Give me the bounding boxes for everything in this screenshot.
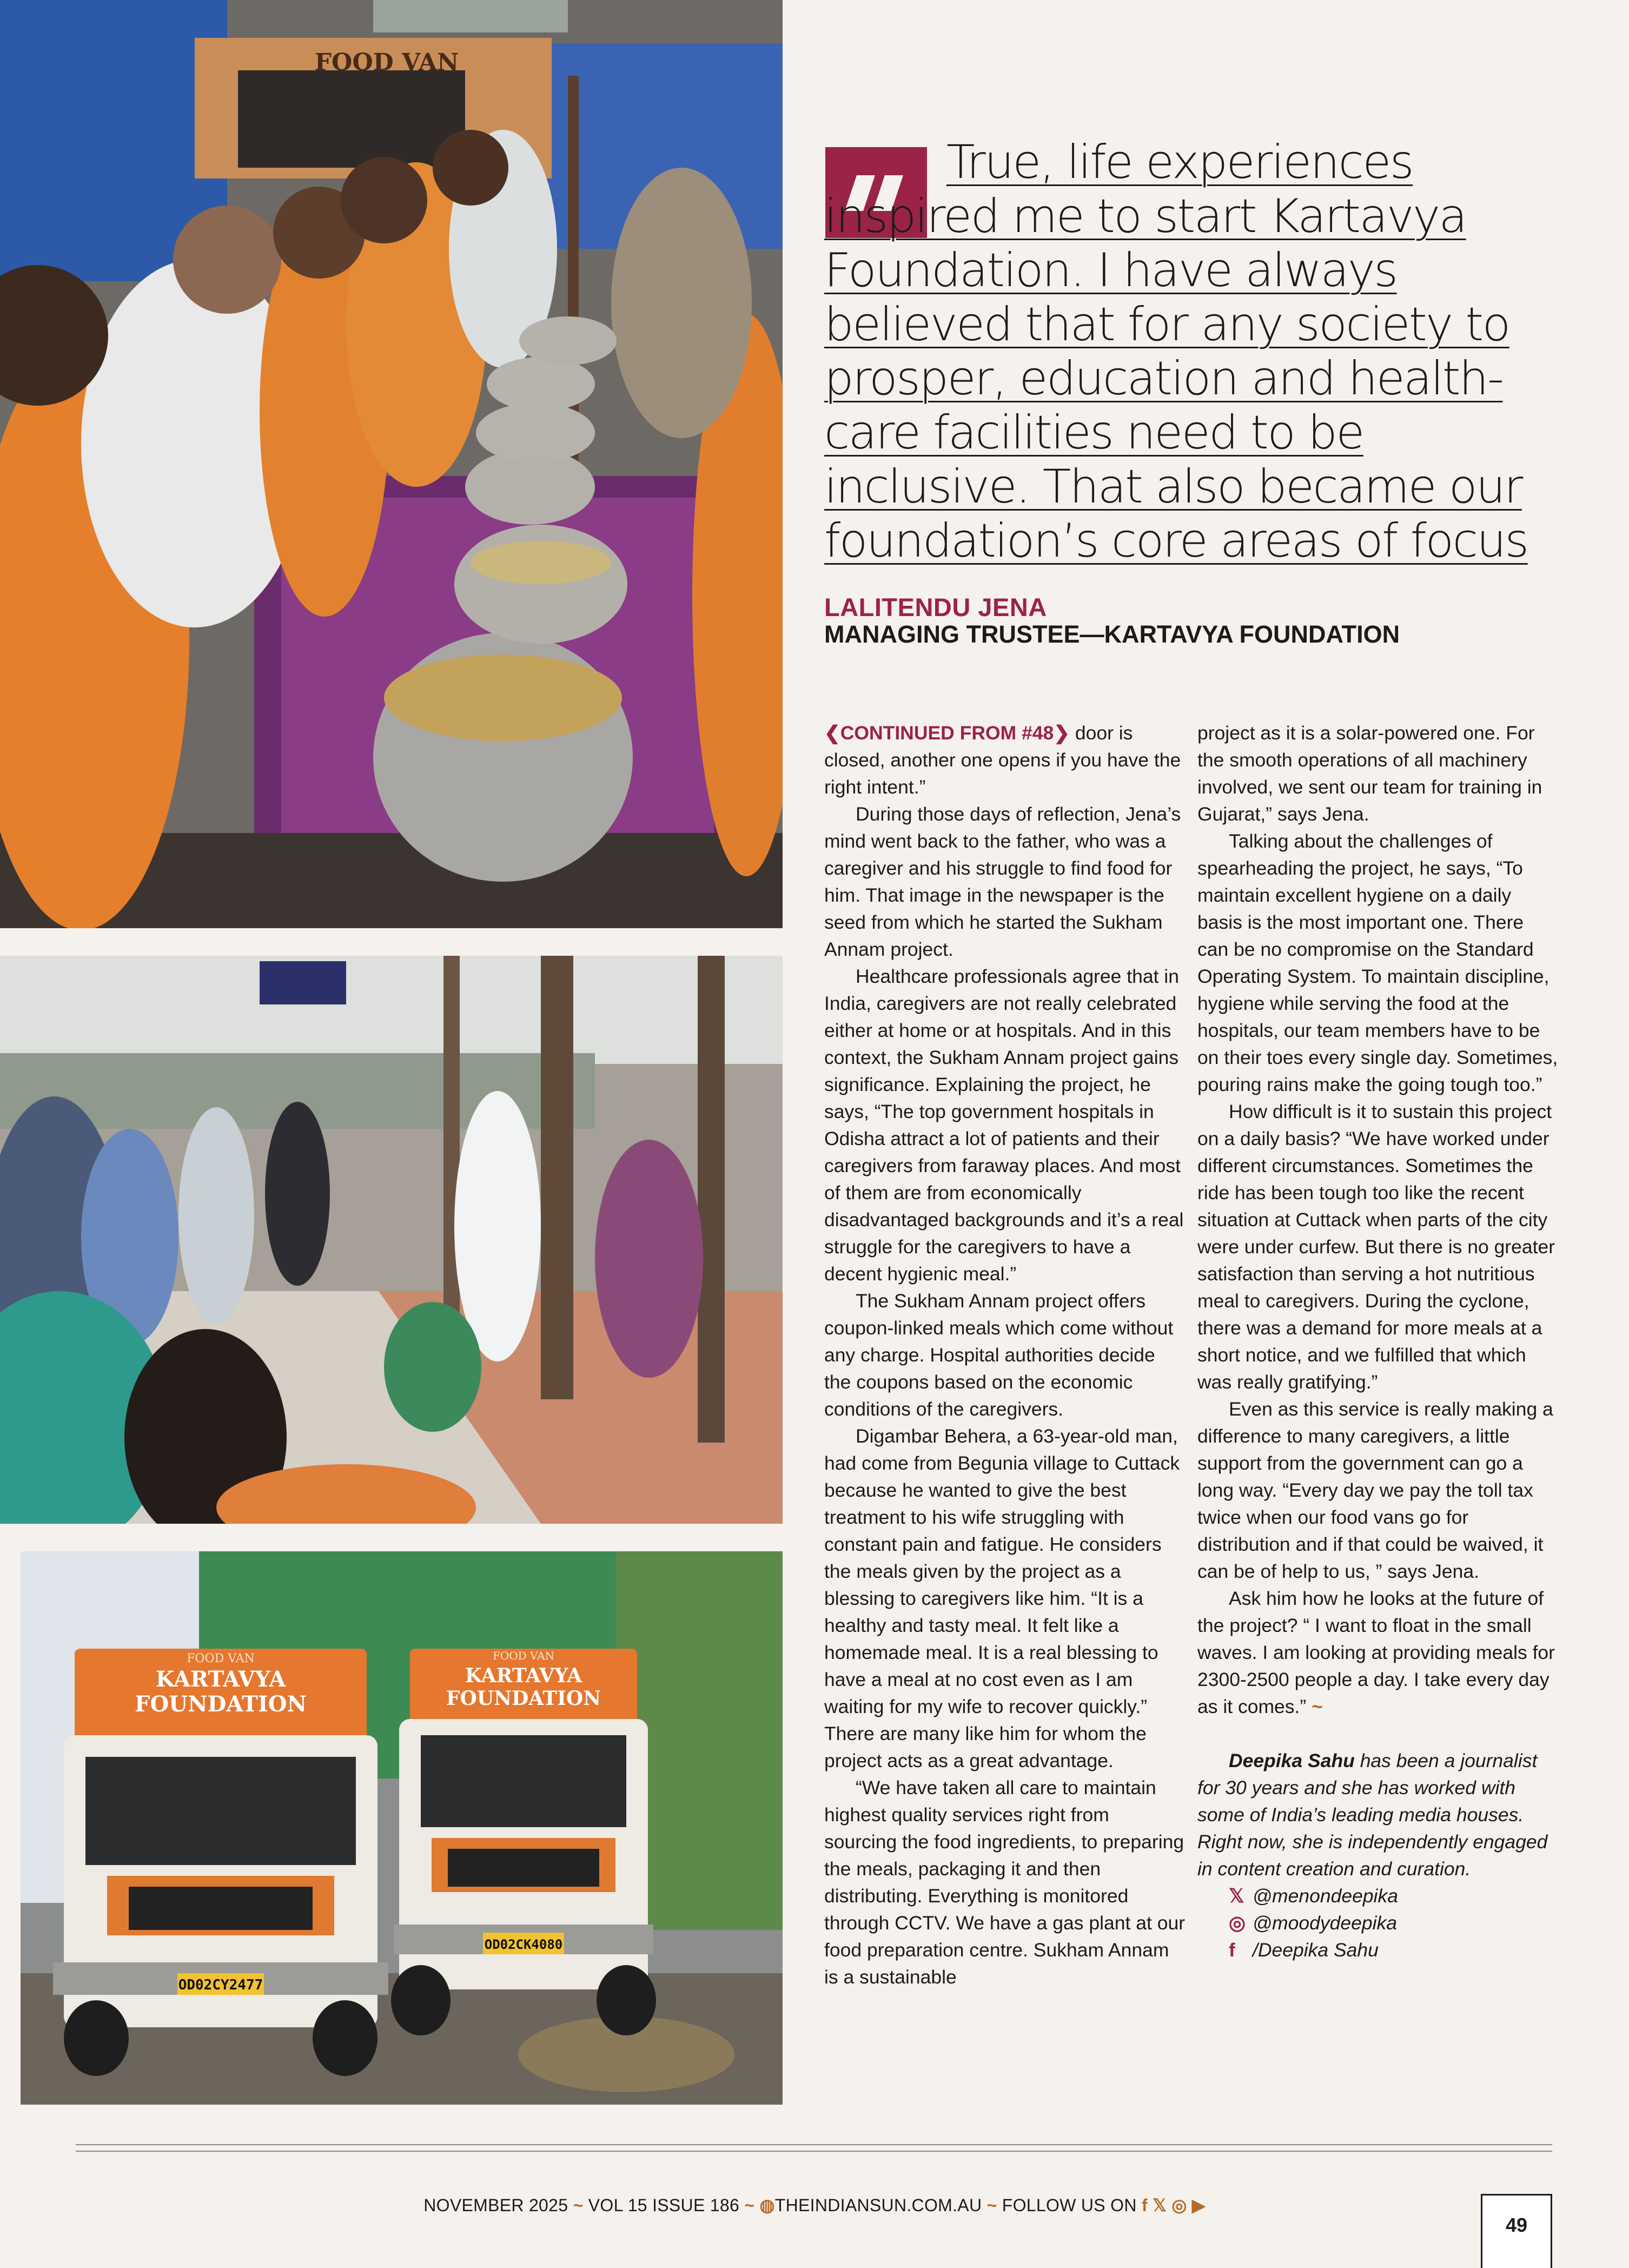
continued-from-link[interactable]: ❮CONTINUED FROM #48❯ (824, 722, 1070, 744)
twitter-link[interactable]: 𝕏 @menondeepika (1229, 1882, 1560, 1909)
author-bio (1197, 1747, 1560, 1963)
photo-queue (0, 956, 783, 1524)
separator-icon: ~ (744, 2196, 755, 2215)
bio-text: has been a journalist for 30 years and she has worked with some of India’s leading media houses. Right now, she is independently engaged in content creation and curation. (1197, 1750, 1548, 1880)
food-van-sign: FOOD VAN (314, 49, 459, 76)
facebook-icon: f (1229, 1939, 1235, 1961)
paragraph: “We have taken all care to maintain highest quality services right from sourcing the food ingredients, to preparing the meals, packaging it and then distributing. Everything is monitored through CCTV. We have a gas plant at our food preparation centre. Sukham Annam is a sustainable (824, 1777, 1186, 1988)
van-left-plate: OD02CY2477 (178, 1977, 263, 1993)
van-right-plate: OD02CK4080 (484, 1937, 563, 1952)
paragraph: project as it is a solar-powered one. For the smooth operations of all machinery involved, we sent our team for training in Gujarat,” says Jena. (1197, 722, 1542, 825)
paragraph: Ask him how he looks at the future of the project? “ I want to float in the small waves. I am looking at providing meals for 2300-2500 people a day. I take every day as it comes.” ~ (1197, 1588, 1555, 1717)
end-mark-icon: ~ (1312, 1696, 1323, 1717)
instagram-link[interactable]: ◎ @moodydeepika (1229, 1909, 1560, 1936)
van-right-name1: KARTAVYA (465, 1664, 582, 1687)
van-left-top: FOOD VAN (187, 1652, 255, 1665)
photo-food-vans (21, 1551, 783, 2105)
website-link[interactable]: THEINDIANSUN.COM.AU (774, 2196, 982, 2215)
x-icon: 𝕏 (1229, 1885, 1244, 1907)
van-right-top: FOOD VAN (492, 1649, 555, 1662)
quote-author: LALITENDU JENA (824, 593, 1047, 621)
social-links (1197, 1882, 1560, 1963)
facebook-icon[interactable]: f (1141, 2196, 1148, 2215)
quote-author-title: MANAGING TRUSTEE—KARTAVYA FOUNDATION (824, 620, 1400, 648)
x-icon[interactable]: 𝕏 (1153, 2196, 1167, 2215)
photo-food-serving (0, 0, 783, 928)
paragraph: Talking about the challenges of spearheading the project, he says, “To maintain excellent hygiene on a daily basis is the most important one. There can be no compromise on the Standard Operating System. To maintain discipline, hygiene while serving the food at the hospitals, our team members have to be on their toes every single day. Sometimes, pouring rains make the going tough too.” (1197, 830, 1558, 1095)
van-left-name2: FOUNDATION (134, 1691, 307, 1717)
instagram-icon: ◎ (1229, 1912, 1246, 1934)
separator-icon: ~ (986, 2196, 997, 2215)
footer-rule (76, 2144, 1552, 2145)
van-right-name2: FOUNDATION (446, 1687, 601, 1710)
article-column-1 (824, 719, 1187, 1991)
van-left-name1: KARTAVYA (155, 1667, 286, 1692)
separator-icon: ~ (573, 2196, 584, 2215)
pull-quote: True, life experiences inspired me to start Kartavya Foundation. I have always believed that for any society to prosper, education and health-care facilities need to be inclusive. That also became our foundation’s core areas of focus (824, 135, 1528, 568)
paragraph: Digambar Behera, a 63-year-old man, had come from Begunia village to Cuttack because he wanted to give the best treatment to his wife struggling with constant pain and fatigue. He considers the meals given by the project as a blessing to caregivers like him. “It is a healthy and tasty meal. It felt like a homemade meal. It is a real blessing to have a meal at no cost even as I am waiting for my wife to recover quickly.” There are many like him for whom the project acts as a great advantage. (824, 1425, 1180, 1771)
paragraph: During those days of reflection, Jena’s mind went back to the father, who was a caregiver and his struggle to find food for him. That image in the newspaper is the seed from which he started the Sukham Annam project. (824, 803, 1181, 960)
paragraph: How difficult is it to sustain this project on a daily basis? “We have worked under different circumstances. Sometimes the ride has been tough too like the recent situation at Cuttack when parts of the city were under curfew. But there is no greater satisfaction than serving a hot nutritious meal to caregivers. During the cyclone, there was a demand for more meals at a short notice, and we fulfilled that which was really gratifying.” (1197, 1101, 1555, 1393)
instagram-icon[interactable]: ◎ (1171, 2196, 1187, 2215)
paragraph: Even as this service is really making a difference to many caregivers, a little support from the government can go a long way. “Every day we pay the toll tax twice when our food vans go for distribution and if that could be waived, it can be of help to us, ” says Jena. (1197, 1398, 1553, 1582)
paragraph: Healthcare professionals agree that in India, caregivers are not really celebrated either at home or at hospitals. And in this context, the Sukham Annam project gains significance. Explaining the project, he says, “The top government hospitals in Odisha attract a lot of patients and their caregivers from faraway places. And most of them are from economically disadvantaged backgrounds and it’s a real struggle for the caregivers to have a decent hygienic meal.” (824, 966, 1184, 1285)
facebook-link[interactable]: f /Deepika Sahu (1229, 1936, 1560, 1963)
paragraph: The Sukham Annam project offers coupon-linked meals which come without any charge. Hospital authorities decide the coupons based on the economic conditions of the caregivers. (824, 1290, 1174, 1420)
globe-icon: ◍ (759, 2196, 775, 2215)
footer (0, 2195, 1629, 2216)
issue-date: NOVEMBER 2025 (423, 2196, 568, 2215)
footer-rule (76, 2151, 1552, 2152)
follow-label: FOLLOW US ON (1002, 2196, 1137, 2215)
article-column-2 (1197, 719, 1560, 1963)
paragraph: ❮CONTINUED FROM #48❯ door is closed, another one opens if you have the right intent.” (824, 722, 1181, 798)
bio-name: Deepika Sahu (1229, 1750, 1355, 1771)
youtube-icon[interactable]: ▶ (1191, 2196, 1206, 2215)
issue-volume: VOL 15 ISSUE 186 (588, 2196, 740, 2215)
page-number: 49 (1481, 2194, 1552, 2268)
